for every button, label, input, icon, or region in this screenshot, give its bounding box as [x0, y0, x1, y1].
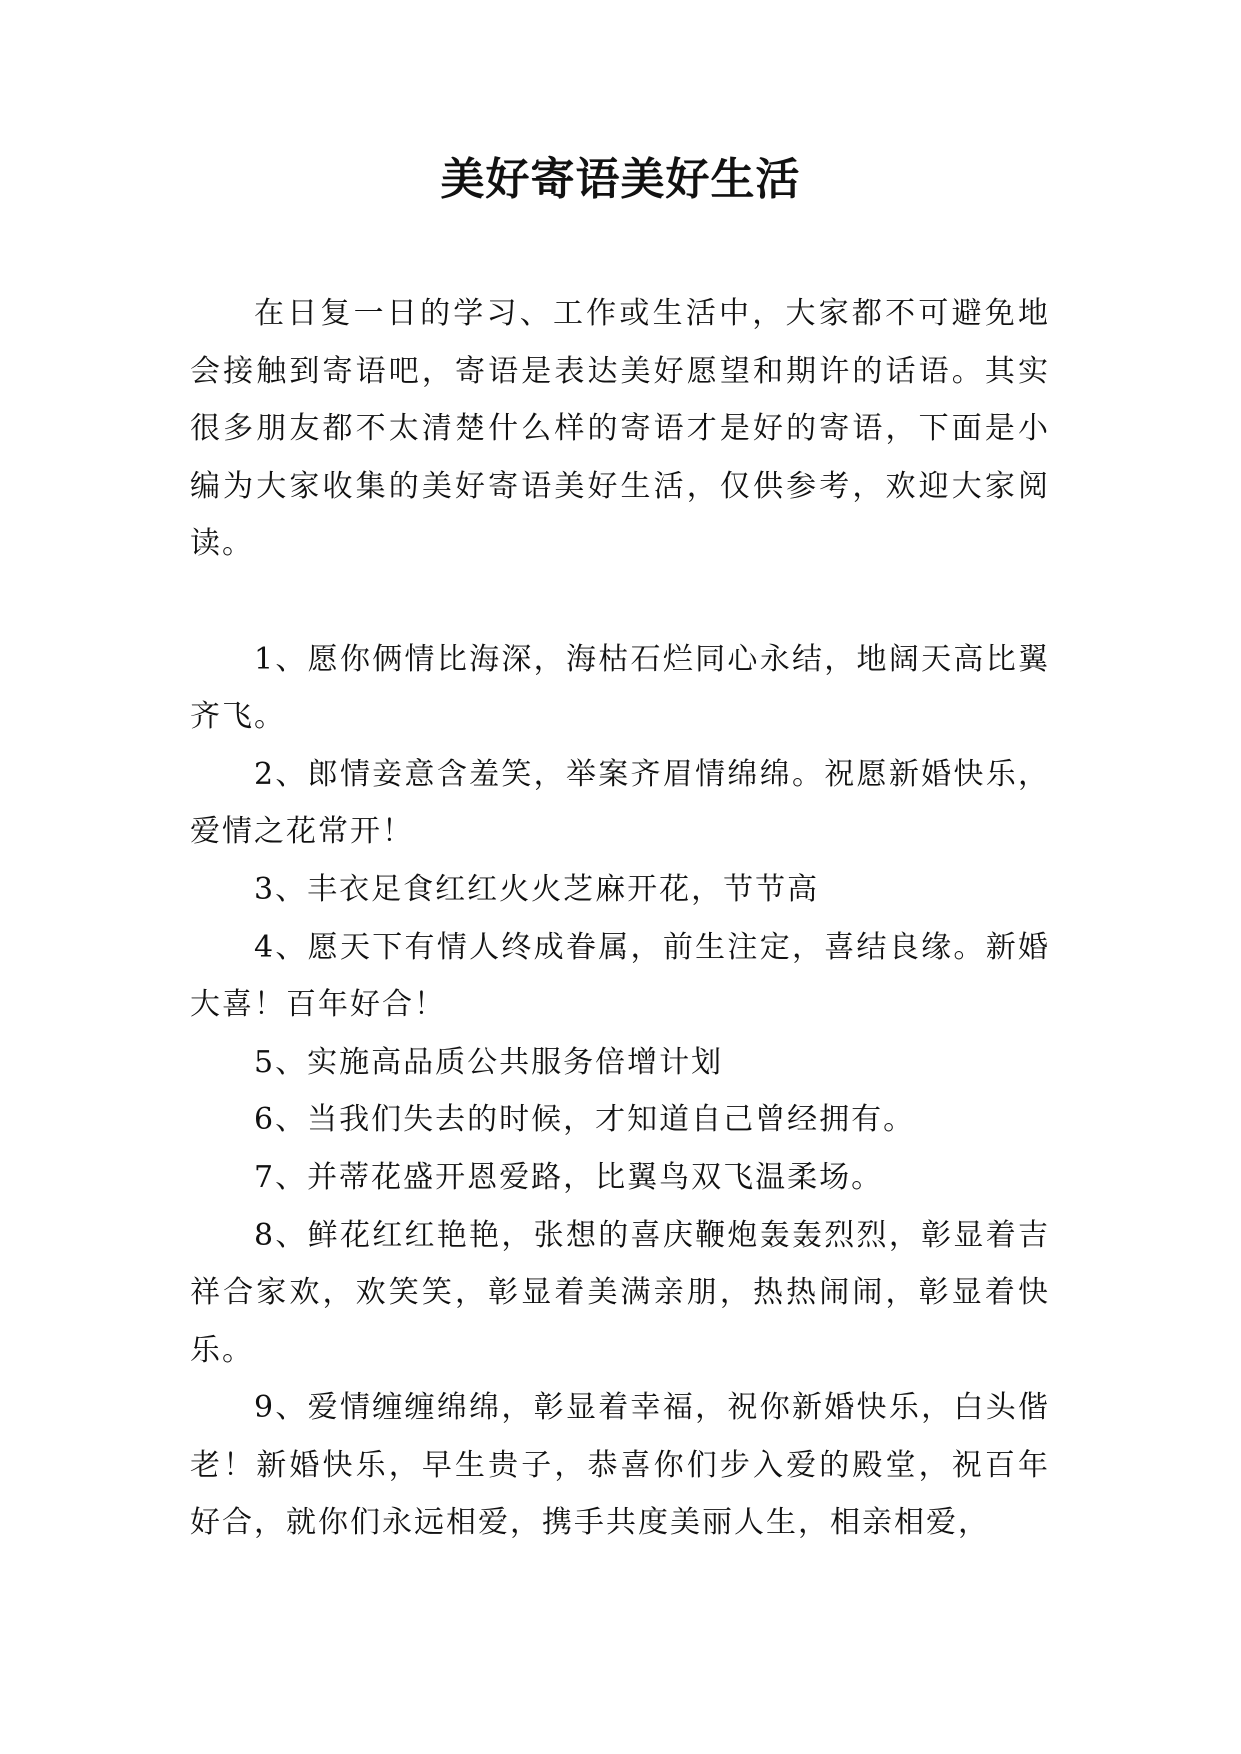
intro-paragraph: 在日复一日的学习、工作或生活中，大家都不可避免地会接触到寄语吧，寄语是表达美好愿望和期许的话语。其实很多朋友都不太清楚什么样的寄语才是好的寄语，下面是小编为大家收集的美好寄语美好生活，仅供参考，欢迎大家阅读。 [190, 296, 1050, 562]
document-title: 美好寄语美好生活 [440, 154, 801, 205]
list-item: 6、当我们失去的时候，才知道自己曾经拥有。 [254, 1102, 916, 1138]
list-item: 3、丰衣足食红红火火芝麻开花，节节高 [254, 871, 820, 907]
list-item: 5、实施高品质公共服务倍增计划 [254, 1044, 724, 1080]
list-item: 4、愿天下有情人终成眷属，前生注定，喜结良缘。新婚大喜！百年好合！ [190, 929, 1050, 1023]
list-item: 8、鲜花红红艳艳，张想的喜庆鞭炮轰轰烈烈，彰显着吉祥合家欢，欢笑笑，彰显着美满亲朋，热热闹闹，彰显着快乐。 [190, 1217, 1050, 1368]
document-body [190, 285, 1050, 1552]
list-item: 1、愿你俩情比海深，海枯石烂同心永结，地阔天高比翼齐飞。 [190, 641, 1050, 735]
list-item: 9、爱情缠缠绵绵，彰显着幸福，祝你新婚快乐，白头偕老！新婚快乐，早生贵子，恭喜你们步入爱的殿堂，祝百年好合，就你们永远相爱，携手共度美丽人生，相亲相爱， [190, 1390, 1050, 1541]
list-item: 7、并蒂花盛开恩爱路，比翼鸟双飞温柔场。 [254, 1159, 884, 1195]
list-item: 2、郎情妾意含羞笑，举案齐眉情绵绵。祝愿新婚快乐，爱情之花常开！ [190, 756, 1050, 850]
